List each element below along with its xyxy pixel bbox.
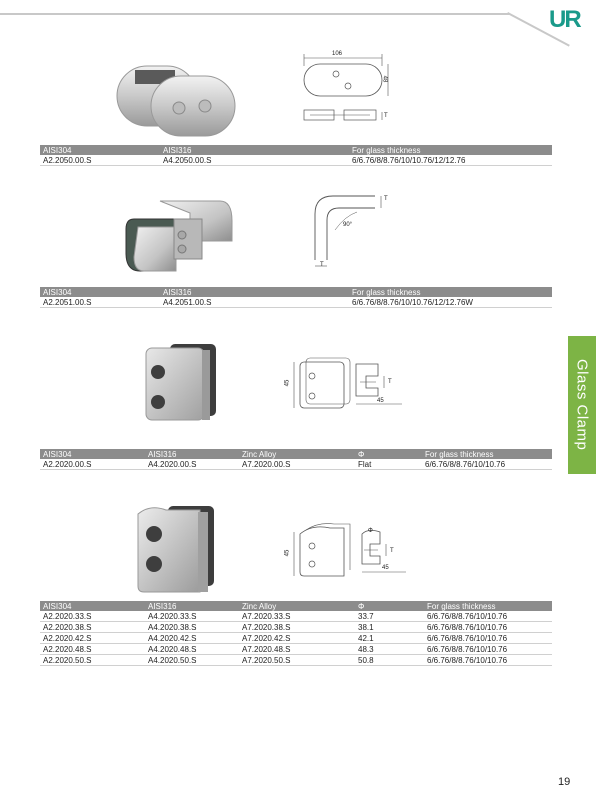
cell: A4.2020.38.S [148, 623, 197, 632]
spec-table-1 [40, 145, 552, 166]
cell: 50.8 [358, 656, 374, 665]
col-zinc-alloy: Zinc Alloy [242, 602, 277, 611]
logo-text: UR [549, 6, 580, 33]
cell: A4.2020.42.S [148, 634, 197, 643]
dim-height-label: 48 [381, 75, 388, 83]
col-aisi316: AISI316 [148, 602, 177, 611]
cell: A2.2020.48.S [43, 645, 92, 654]
cell: A4.2051.00.S [163, 298, 212, 307]
col-glass-thickness: For glass thickness [352, 288, 421, 297]
cell: A4.2020.00.S [148, 460, 197, 469]
product-photo-oval-clamp [113, 62, 238, 140]
cell: Flat [358, 460, 372, 469]
table-row [40, 297, 552, 308]
dim-thickness-label: T [384, 196, 388, 202]
col-aisi316: AISI316 [163, 146, 192, 155]
section-tab-label: Glass Clamp [573, 359, 591, 451]
product-photo-square-clamp-round [130, 500, 220, 596]
cell: A2.2050.00.S [43, 156, 92, 165]
cell: A7.2020.38.S [242, 623, 291, 632]
col-aisi304: AISI304 [43, 450, 72, 459]
table-row [40, 644, 552, 655]
table-row [40, 459, 552, 470]
col-phi: Φ [358, 602, 365, 611]
cell: A4.2050.00.S [163, 156, 212, 165]
cell: A7.2020.42.S [242, 634, 291, 643]
section-tab [568, 336, 596, 474]
technical-drawing-1 [296, 48, 396, 133]
cell: 6/6.76/8/8.76/10/10.76 [427, 634, 508, 643]
dim-thickness-label: T [384, 113, 388, 119]
spec-table-4 [40, 601, 552, 666]
cell: A2.2020.42.S [43, 634, 92, 643]
dim-thickness-label: T [390, 548, 394, 554]
table-row [40, 633, 552, 644]
dim-height-label: 45 [284, 549, 291, 557]
technical-drawing-2 [305, 190, 395, 270]
spec-table-2 [40, 287, 552, 308]
table-row [40, 155, 552, 166]
col-aisi316: AISI316 [148, 450, 177, 459]
col-phi: Φ [358, 450, 365, 459]
table-header [40, 145, 552, 155]
table-header [40, 287, 552, 297]
col-aisi304: AISI304 [43, 146, 72, 155]
cell: A7.2020.48.S [242, 645, 291, 654]
cell: 48.3 [358, 645, 374, 654]
cell: 6/6.76/8/8.76/10/10.76 [427, 623, 508, 632]
dim-depth-label: 45 [382, 565, 389, 571]
cell: 6/6.76/8/8.76/10/10.76 [427, 656, 508, 665]
table-header [40, 449, 552, 459]
cell: A2.2020.50.S [43, 656, 92, 665]
col-glass-thickness: For glass thickness [352, 146, 421, 155]
technical-drawing-3 [290, 352, 410, 414]
cell: 33.7 [358, 612, 374, 621]
cell: 6/6.76/8/8.76/10/10.76 [425, 460, 506, 469]
product-photo-corner-clamp [120, 193, 235, 273]
dim-thickness-label: T [388, 379, 392, 385]
dim-angle-label: 90° [343, 222, 353, 228]
table-header [40, 601, 552, 611]
dim-phi-label: Φ [368, 528, 373, 534]
col-aisi304: AISI304 [43, 602, 72, 611]
dim-thickness-label: T [320, 262, 324, 268]
col-aisi316: AISI316 [163, 288, 192, 297]
header-rule [0, 13, 510, 15]
cell: A4.2020.48.S [148, 645, 197, 654]
cell: A2.2020.38.S [43, 623, 92, 632]
cell: 6/6.76/8/8.76/10/10.76 [427, 612, 508, 621]
cell: A7.2020.33.S [242, 612, 291, 621]
cell: A7.2020.00.S [242, 460, 291, 469]
cell: A2.2020.00.S [43, 460, 92, 469]
table-row [40, 611, 552, 622]
company-logo [549, 6, 583, 34]
table-row [40, 622, 552, 633]
cell: 6/6.76/8/8.76/10/10.76 [427, 645, 508, 654]
cell: A2.2051.00.S [43, 298, 92, 307]
cell: 6/6.76/8/8.76/10/10.76/12/12.76W [352, 298, 473, 307]
dim-height-label: 45 [284, 379, 291, 387]
cell: A7.2020.50.S [242, 656, 291, 665]
product-photo-square-clamp-flat [140, 340, 220, 426]
col-glass-thickness: For glass thickness [427, 602, 496, 611]
cell: 42.1 [358, 634, 374, 643]
dim-depth-label: 45 [377, 398, 384, 404]
dim-width-label: 106 [332, 51, 343, 57]
table-row [40, 655, 552, 666]
cell: 38.1 [358, 623, 374, 632]
cell: A4.2020.50.S [148, 656, 197, 665]
col-zinc-alloy: Zinc Alloy [242, 450, 277, 459]
col-aisi304: AISI304 [43, 288, 72, 297]
page-number: 19 [558, 776, 571, 788]
cell: A2.2020.33.S [43, 612, 92, 621]
cell: 6/6.76/8/8.76/10/10.76/12/12.76 [352, 156, 466, 165]
spec-table-3 [40, 449, 552, 470]
cell: A4.2020.33.S [148, 612, 197, 621]
col-glass-thickness: For glass thickness [425, 450, 494, 459]
